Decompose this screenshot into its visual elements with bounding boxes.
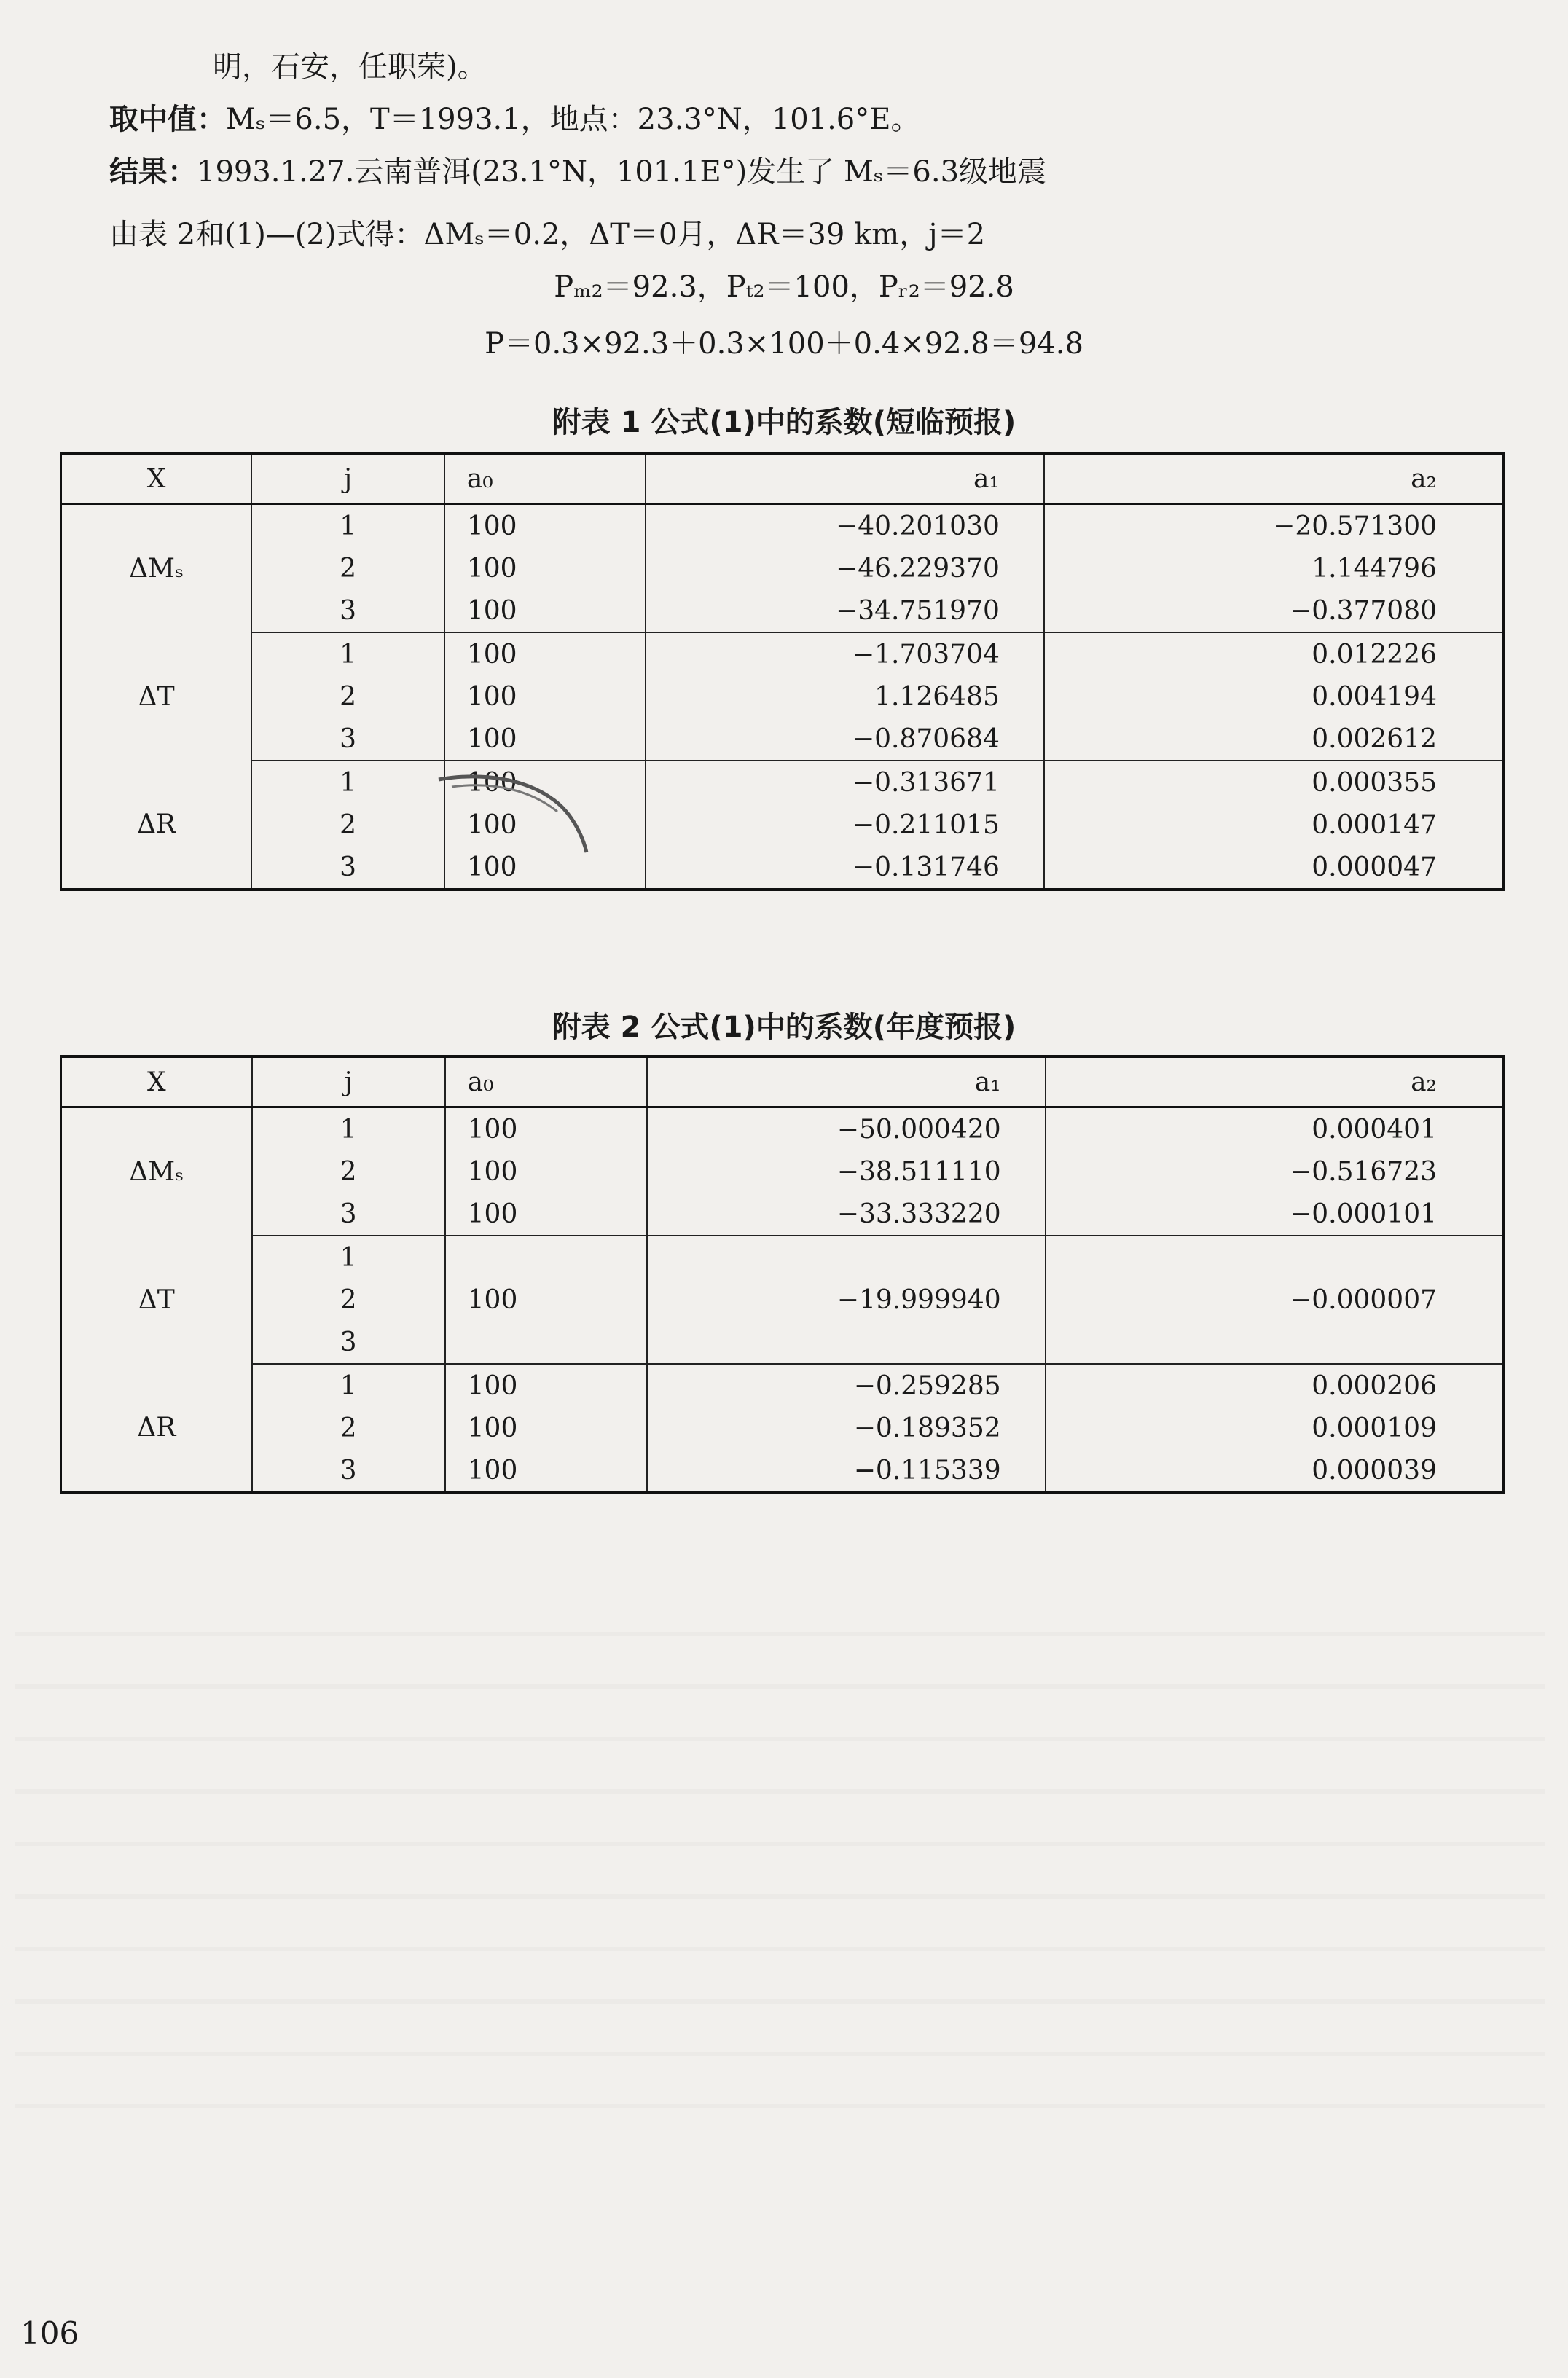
cell-a0: 100 xyxy=(444,632,646,675)
cell-j: 2 xyxy=(252,1407,445,1449)
cell-a0: 100 xyxy=(445,1193,647,1236)
cell-j: 1 xyxy=(252,1364,445,1407)
cell-j: 3 xyxy=(252,1193,445,1236)
table2-caption: 附表 2 公式(1)中的系数(年度预报) xyxy=(552,1011,1016,1044)
cell-a2: −0.377080 xyxy=(1044,589,1504,632)
coefficient-table-2 xyxy=(60,1055,1505,1494)
cell-a1: 1.126485 xyxy=(646,675,1044,718)
cell-variable-x: ΔT xyxy=(61,632,252,761)
cell-j: 2 xyxy=(251,804,444,846)
table-row xyxy=(61,547,1504,589)
header-a2: a₂ xyxy=(1046,1056,1504,1107)
cell-j: 1 xyxy=(251,632,444,675)
cell-j: 3 xyxy=(251,718,444,761)
cell-a1: −0.259285 xyxy=(647,1364,1046,1407)
table-row xyxy=(61,589,1504,632)
cell-a2: −0.000007 xyxy=(1046,1279,1504,1321)
pencil-scribble-mark xyxy=(437,771,590,858)
cell-variable-x: ΔMₛ xyxy=(61,1107,252,1236)
cell-j: 3 xyxy=(252,1321,445,1364)
cell-a2: 0.012226 xyxy=(1044,632,1504,675)
cell-variable-x: ΔT xyxy=(61,1236,252,1364)
cell-a0: 100 xyxy=(444,804,646,846)
cell-a0: 100 xyxy=(445,1107,647,1151)
cell-a0: 100 xyxy=(445,1279,647,1321)
table-row xyxy=(61,1236,1504,1279)
cell-a1 xyxy=(647,1236,1046,1279)
cell-a0: 100 xyxy=(444,718,646,761)
table1-body xyxy=(61,504,1504,890)
table-row xyxy=(61,718,1504,761)
cell-a0: 100 xyxy=(444,504,646,548)
table2-body xyxy=(61,1107,1504,1494)
table-row xyxy=(61,804,1504,846)
cell-a1: −0.870684 xyxy=(646,718,1044,761)
cell-j: 3 xyxy=(251,846,444,890)
cell-a1: −50.000420 xyxy=(647,1107,1046,1151)
header-a0: a₀ xyxy=(444,453,646,504)
cell-j: 1 xyxy=(251,761,444,804)
text-line-3 xyxy=(109,153,1046,191)
cell-a0: 100 xyxy=(445,1449,647,1493)
cell-a2: 0.000355 xyxy=(1044,761,1504,804)
cell-a2: 1.144796 xyxy=(1044,547,1504,589)
cell-a0: 100 xyxy=(444,589,646,632)
cell-a1: −38.511110 xyxy=(647,1150,1046,1193)
header-a0: a₀ xyxy=(445,1056,647,1107)
cell-a0: 100 xyxy=(445,1364,647,1407)
cell-variable-x: ΔR xyxy=(61,1364,252,1493)
cell-a2: 0.000147 xyxy=(1044,804,1504,846)
table-header-row xyxy=(61,453,1504,504)
cell-a2: 0.000401 xyxy=(1046,1107,1504,1151)
cell-a2: −20.571300 xyxy=(1044,504,1504,548)
table-row xyxy=(61,504,1504,548)
cell-a2: 0.000047 xyxy=(1044,846,1504,890)
cell-a1: −0.131746 xyxy=(646,846,1044,890)
cell-a2: −0.516723 xyxy=(1046,1150,1504,1193)
cell-a0 xyxy=(445,1236,647,1279)
cell-variable-x: ΔMₛ xyxy=(61,504,252,633)
label-median: 取中值： xyxy=(109,103,226,136)
formula-p-values: Pₘ₂＝92.3，Pₜ₂＝100，Pᵣ₂＝92.8 xyxy=(554,270,1014,304)
cell-a0 xyxy=(445,1321,647,1364)
cell-a1: −46.229370 xyxy=(646,547,1044,589)
cell-a0: 100 xyxy=(445,1407,647,1449)
cell-a0: 100 xyxy=(444,761,646,804)
cell-j: 2 xyxy=(252,1279,445,1321)
cell-a1: −0.115339 xyxy=(647,1449,1046,1493)
cell-j: 2 xyxy=(251,547,444,589)
table-row xyxy=(61,846,1504,890)
cell-a1: −19.999940 xyxy=(647,1279,1046,1321)
cell-a0: 100 xyxy=(444,675,646,718)
header-a2: a₂ xyxy=(1044,453,1504,504)
table-row xyxy=(61,1150,1504,1193)
cell-a1: −0.189352 xyxy=(647,1407,1046,1449)
bleed-through-text xyxy=(15,1632,1545,2142)
table-row xyxy=(61,632,1504,675)
header-a1: a₁ xyxy=(647,1056,1046,1107)
table-row xyxy=(61,1449,1504,1493)
text-line-1: 明，石安，任职荣)。 xyxy=(213,50,487,84)
cell-j: 3 xyxy=(251,589,444,632)
table-row xyxy=(61,1107,1504,1151)
cell-a2 xyxy=(1046,1236,1504,1279)
cell-a0: 100 xyxy=(445,1150,647,1193)
cell-a2: 0.000206 xyxy=(1046,1364,1504,1407)
median-values: Mₛ＝6.5，T＝1993.1，地点：23.3°N，101.6°E。 xyxy=(226,103,920,136)
table-row xyxy=(61,1193,1504,1236)
header-x: X xyxy=(61,453,252,504)
header-a1: a₁ xyxy=(646,453,1044,504)
cell-a2: 0.004194 xyxy=(1044,675,1504,718)
table-header-row xyxy=(61,1056,1504,1107)
header-j: j xyxy=(251,453,444,504)
cell-a2: 0.000039 xyxy=(1046,1449,1504,1493)
cell-variable-x: ΔR xyxy=(61,761,252,890)
table1-caption: 附表 1 公式(1)中的系数(短临预报) xyxy=(552,406,1016,439)
cell-j: 3 xyxy=(252,1449,445,1493)
cell-a1: −0.313671 xyxy=(646,761,1044,804)
text-line-4: 由表 2和(1)—(2)式得：ΔMₛ＝0.2，ΔT＝0月，ΔR＝39 km，j＝2 xyxy=(109,218,986,251)
cell-a1: −40.201030 xyxy=(646,504,1044,548)
cell-j: 1 xyxy=(252,1107,445,1151)
coefficient-table-1 xyxy=(60,452,1505,891)
table-row xyxy=(61,1407,1504,1449)
table-row xyxy=(61,1364,1504,1407)
header-x: X xyxy=(61,1056,252,1107)
table-row xyxy=(61,1279,1504,1321)
cell-a1: −0.211015 xyxy=(646,804,1044,846)
cell-a0: 100 xyxy=(444,846,646,890)
cell-j: 2 xyxy=(252,1150,445,1193)
header-j: j xyxy=(252,1056,445,1107)
table-row xyxy=(61,675,1504,718)
cell-j: 1 xyxy=(252,1236,445,1279)
cell-a2: 0.000109 xyxy=(1046,1407,1504,1449)
cell-j: 1 xyxy=(251,504,444,548)
result-text: 1993.1.27.云南普洱(23.1°N，101.1E°)发生了 Mₛ＝6.3级地震 xyxy=(197,155,1047,189)
cell-a1: −33.333220 xyxy=(647,1193,1046,1236)
table-row xyxy=(61,761,1504,804)
table-row xyxy=(61,1321,1504,1364)
cell-a1: −34.751970 xyxy=(646,589,1044,632)
cell-a2: −0.000101 xyxy=(1046,1193,1504,1236)
label-result: 结果： xyxy=(109,155,197,189)
cell-a2: 0.002612 xyxy=(1044,718,1504,761)
cell-a1 xyxy=(647,1321,1046,1364)
formula-p-total: P＝0.3×92.3＋0.3×100＋0.4×92.8＝94.8 xyxy=(485,327,1083,361)
cell-j: 2 xyxy=(251,675,444,718)
cell-a0: 100 xyxy=(444,547,646,589)
cell-a1: −1.703704 xyxy=(646,632,1044,675)
cell-a2 xyxy=(1046,1321,1504,1364)
page-number: 106 xyxy=(20,2315,79,2351)
text-line-2 xyxy=(109,101,920,138)
